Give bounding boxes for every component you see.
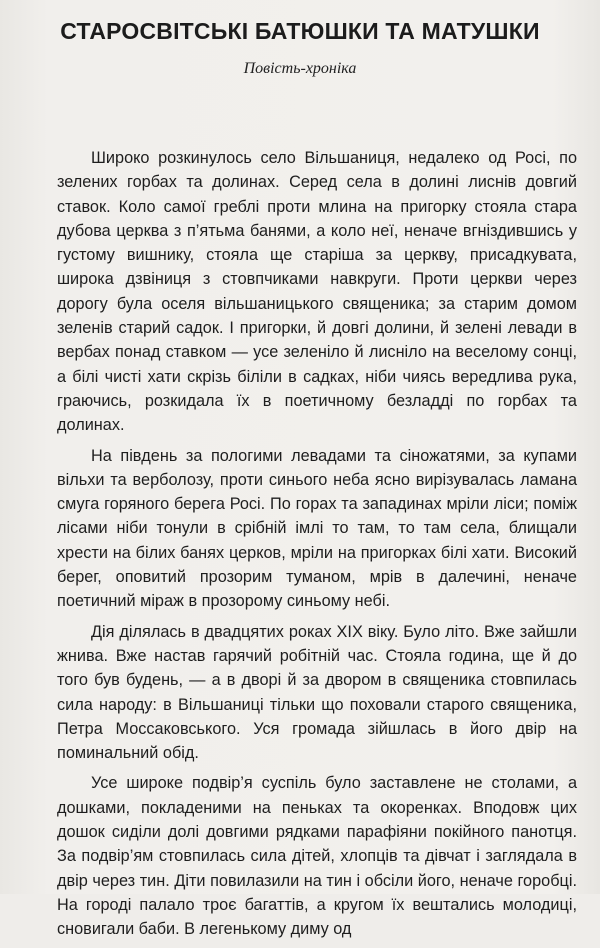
page-subtitle: Повість-хроніка <box>243 60 357 77</box>
paragraph-2: На південь за пологими левадами та сіножатями, за купами вільхи та верболозу, проти синього неба ясно вирізувалась ламана смуга горяного берега Росі. По горах та западинах мріли ліси; поміж лісами ніби тонули в срібній імлі то там, то там села, блищали хрести на білих банях церков, мріли на пригорках білі хати. Високий берег, оповитий прозорим туманом, мрів в далечині, неначе поетичний міраж в прозорому синьому небі. <box>57 446 577 611</box>
paragraph-1: Широко розкинулось село Вільшаниця, недалеко од Росі, по зелених горбах та долинах. Серед села в долині лиснів довгий ставок. Коло самої греблі проти млина на пригорку стояла стара дубова церква з п’ятьма банями, а коло неї, неначе вгніздившись у густому вишнику, стояла ще старіша за церкву, присадкувата, широка дзвіниця з стовпчиками навкруги. Проти церкви через дорогу була оселя вільшаницького священика; за старим домом зеленів старий садок. І пригорки, й довгі долини, й зелені левади в вербах понад ставком — усе зеленіло й лисніло на веселому сонці, а білі чисті хати скрізь біліли в садках, ніби чиясь вередлива рука, граючись, розкидала їх в поетичному безладді по горбах та долинах. <box>57 149 577 435</box>
page-title: СТАРОСВІТСЬКІ БАТЮШКИ ТА МАТУШКИ <box>60 18 540 44</box>
story-text <box>57 146 577 948</box>
paragraph-3: Дія ділялась в двадцятих роках XIX віку. Було літо. Вже зайшли жнива. Вже настав гарячий робітній час. Стояла година, ще й до того був будень, — а в дворі й за двором в священика стовпилась сила народу: в Вільшаниці тільки що поховали старого священика, Петра Моссаковського. Уся громада зійшлась в його двір на поминальний обід. <box>57 622 577 763</box>
paragraph-4: Усе широке подвір’я суспіль було заставлене не столами, а дошками, покладеними на пеньках та окоренках. Вподовж цих дошок сиділи долі довгими рядками парафіяни покійного панотця. За подвір’ям стовпилась сила дітей, хлопців та дівчат і заглядала в двір через тин. Діти повилазили на тин і обсіли його, неначе горобці. На городі палало троє багаттів, а кругом їх вештались молодиці, сновигали баби. В легенькому диму од <box>57 774 577 939</box>
